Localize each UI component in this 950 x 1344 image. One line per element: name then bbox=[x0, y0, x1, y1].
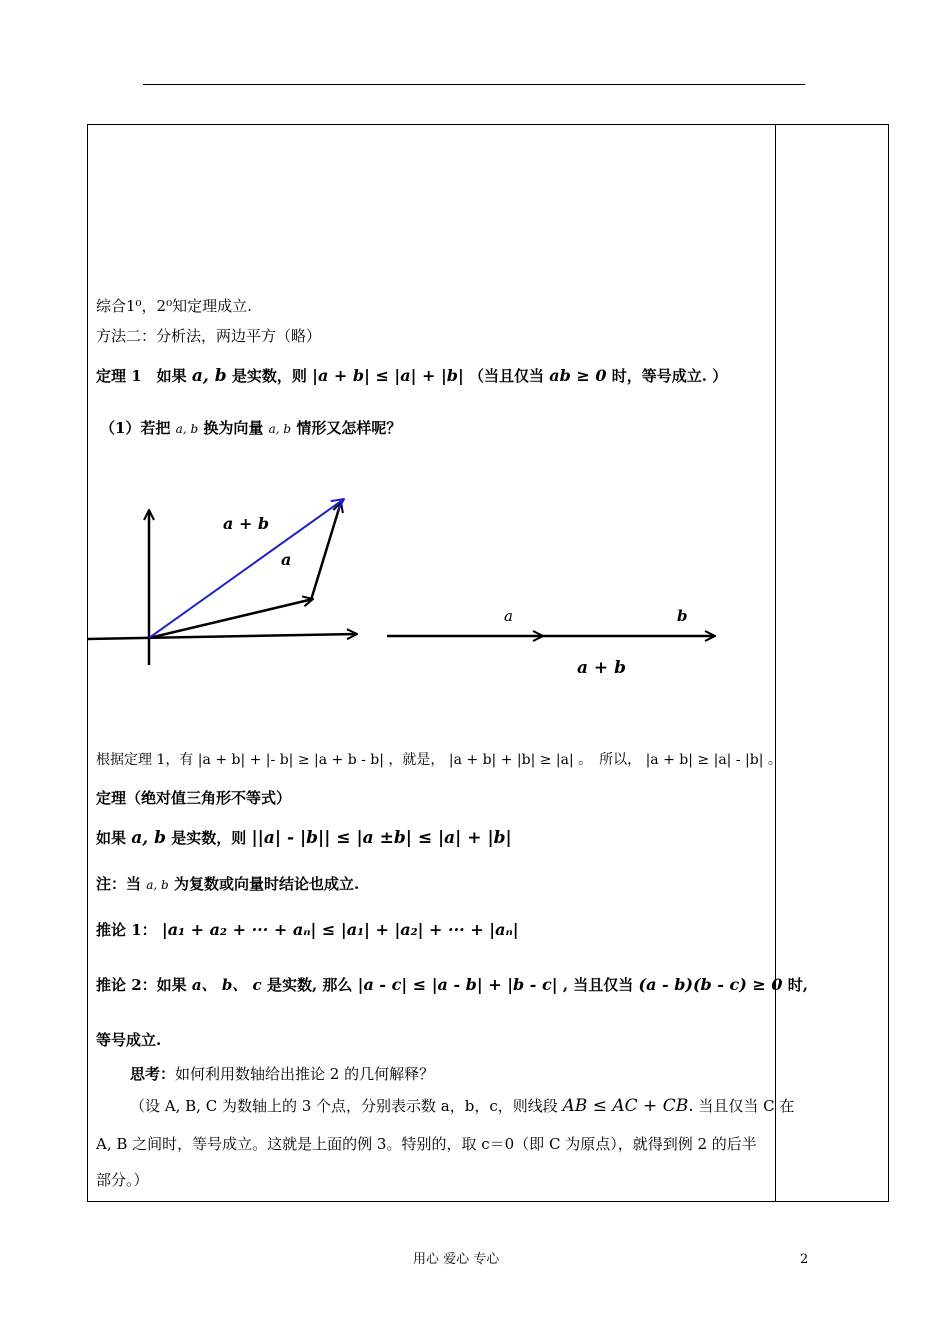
theorem-1-formula: |a + b| ≤ |a| + |b| bbox=[312, 366, 464, 385]
vector-a-left bbox=[311, 502, 341, 600]
x-axis bbox=[87, 634, 357, 639]
triangle-theorem-formula: ||a| - |b|| ≤ |a ±b| ≤ |a| + |b| bbox=[251, 828, 512, 848]
triangle-theorem bbox=[96, 828, 512, 848]
explanation-1-pre: （设 A, B, C 为数轴上的 3 个点，分别表示数 a，b，c，则线段 bbox=[130, 1097, 558, 1115]
triangle-theorem-title: 定理（绝对值三角形不等式） bbox=[96, 789, 292, 807]
label-sum-right: a + b bbox=[577, 658, 626, 678]
theorem-1-label: 定理 1 如果 bbox=[96, 367, 187, 385]
question-1-mid: 换为向量 bbox=[203, 419, 264, 437]
corollary-2-vars: a、 b、 c bbox=[191, 976, 262, 994]
triangle-theorem-vars: a, b bbox=[131, 828, 166, 848]
theorem-1-cond-pre: （当且仅当 bbox=[469, 367, 545, 385]
theorem-1 bbox=[96, 366, 727, 386]
note-line bbox=[96, 874, 359, 895]
question-1 bbox=[100, 418, 401, 439]
think-line bbox=[130, 1064, 434, 1084]
derivation-line: 根据定理 1，有 |a + b| + |- b| ≥ |a + b - b| ，就是， |a + b| + |b| ≥ |a| 。 所以， |a + b| ≥ |a| - |b| 。 bbox=[96, 752, 782, 768]
note-post: 为复数或向量时结论也成立. bbox=[173, 875, 360, 893]
corollary-2-post: 时, bbox=[787, 976, 808, 994]
vector-b-left bbox=[149, 599, 313, 638]
corollary-2 bbox=[96, 975, 808, 995]
method-two-line: 方法二：分析法，两边平方（略） bbox=[96, 327, 322, 345]
footer-motto: 用心 爱心 专心 bbox=[413, 1252, 500, 1267]
explanation-line-2: A, B 之间时，等号成立。这就是上面的例 3。特别的，取 c＝0（即 C 为原点），就得到例 2 的后半 bbox=[96, 1135, 757, 1153]
note-vars: a, b bbox=[146, 878, 169, 892]
explanation-1-expr: AB ≤ AC + CB. bbox=[562, 1096, 694, 1116]
question-1-vars: a, b bbox=[175, 422, 199, 436]
explanation-line-1 bbox=[130, 1096, 794, 1116]
table-column-divider bbox=[775, 124, 776, 1202]
theorem-1-cond-expr: ab ≥ 0 bbox=[549, 366, 607, 385]
think-text: 如何利用数轴给出推论 2 的几何解释？ bbox=[175, 1065, 435, 1083]
corollary-2-label: 推论 2：如果 bbox=[96, 976, 187, 994]
label-sum-left: a + b bbox=[223, 514, 270, 533]
corollary-1 bbox=[96, 920, 519, 940]
summary-line: 综合1⁰，2⁰知定理成立. bbox=[96, 297, 252, 315]
question-1-post: 情形又怎样呢？ bbox=[296, 419, 402, 437]
corollary-2-line-2: 等号成立. bbox=[96, 1031, 162, 1049]
corollary-1-label: 推论 1： bbox=[96, 921, 157, 939]
triangle-theorem-mid: 是实数，则 bbox=[171, 829, 247, 847]
corollary-2-formula: |a - c| ≤ |a - b| + |b - c| bbox=[357, 975, 558, 994]
explanation-line-3: 部分。） bbox=[96, 1171, 149, 1189]
question-1-vectors: a, b bbox=[268, 422, 292, 436]
explanation-1-post: 当且仅当 C 在 bbox=[698, 1097, 795, 1115]
theorem-1-cond-post: 时，等号成立. ） bbox=[611, 367, 728, 385]
theorem-1-mid: 是实数，则 bbox=[231, 367, 307, 385]
page-number: 2 bbox=[800, 1252, 809, 1267]
vector-addition-figure bbox=[87, 480, 775, 690]
header-rule bbox=[143, 84, 805, 85]
think-label: 思考： bbox=[130, 1065, 176, 1083]
corollary-2-cond-pre: , 当且仅当 bbox=[562, 976, 634, 994]
corollary-1-formula: |a₁ + a₂ + ··· + aₙ| ≤ |a₁| + |a₂| + ··· + |aₙ| bbox=[161, 920, 519, 939]
theorem-1-vars: a, b bbox=[191, 366, 227, 386]
note-pre: 注：当 bbox=[96, 875, 142, 893]
question-1-pre: （1）若把 bbox=[100, 419, 171, 437]
label-a-right: a bbox=[504, 607, 513, 625]
triangle-theorem-pre: 如果 bbox=[96, 829, 127, 847]
corollary-2-cond-expr: (a - b)(b - c) ≥ 0 bbox=[638, 975, 783, 994]
label-b-right: b bbox=[677, 607, 688, 625]
label-a-left: a bbox=[281, 550, 292, 569]
corollary-2-mid: 是实数, 那么 bbox=[266, 976, 353, 994]
